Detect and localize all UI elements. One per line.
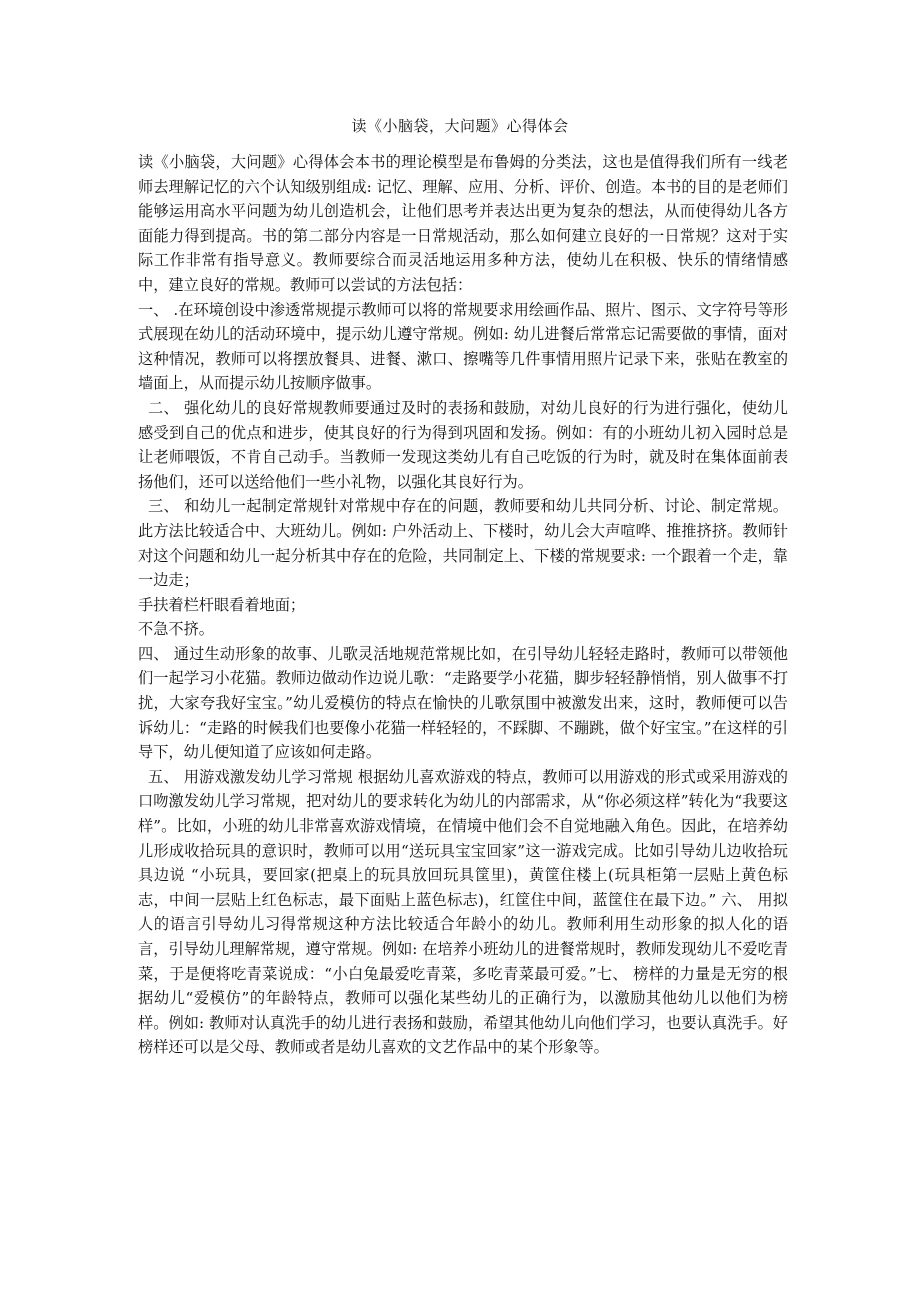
paragraph-rule-no-push: 不急不挤。 [138, 620, 214, 639]
document-title: 读《小脑袋，大问题》心得体会 [351, 117, 569, 135]
document-body [138, 150, 788, 1060]
paragraph-method-4: 四、 通过生动形象的故事、儿歌灵活地规范常规比如，在引导幼儿轻轻走路时，教师可以带领他们一起学习小花猫。教师边做动作边说儿歌：“走路要学小花猫，脚步轻轻静悄悄，别人做事不打扰，大家夸我好宝宝。”幼儿爱模仿的特点在愉快的儿歌氛围中被激发出来，这时，教师便可以告诉幼儿：“走路的时候我们也要像小花猫一样轻轻的，不踩脚、不蹦跳，做个好宝宝。”在这样的引导下，幼儿便知道了应该如何走路。 [138, 644, 788, 762]
paragraph-intro: 读《小脑袋，大问题》心得体会本书的理论模型是布鲁姆的分类法，这也是值得我们所有一线老师去理解记忆的六个认知级别组成: 记忆、理解、应用、分析、评价、创造。本书的目的是老师们能够运用高水平问题为幼儿创造机会，让他们思考并表达出更为复杂的想法，从而使得幼儿各方面能力得到提高。书的第二部分内容是一日常规活动，那么如何建立良好的一日常规？这对于实际工作非常有指导意义。教师要综合而灵活地运用多种方法，使幼儿在积极、快乐的情绪情感中，建立良好的常规。教师可以尝试的方法包括： [138, 153, 788, 294]
paragraph-method-1: 一、 .在环境创设中渗透常规提示教师可以将的常规要求用绘画作品、照片、图示、文字符号等形式展现在幼儿的活动环境中，提示幼儿遵守常规。例如: 幼儿进餐后常常忘记需要做的事情，面对这种情况，教师可以将摆放餐具、进餐、漱口、擦嘴等几件事情用照片记录下来，张贴在教室的墙面上，从而提示幼儿按顺序做事。 [138, 300, 788, 393]
paragraph-rule-handrail: 手扶着栏杆眼看着地面； [138, 595, 306, 614]
paragraph-method-5-6-7: 五、 用游戏激发幼儿学习常规 根据幼儿喜欢游戏的特点，教师可以用游戏的形式或采用游戏的口吻激发幼儿学习常规，把对幼儿的要求转化为幼儿的内部需求，从“你必须这样”转化为“我要这样”。比如，小班的幼儿非常喜欢游戏情境，在情境中他们会不自觉地融入角色。因此，在培养幼儿形成收拾玩具的意识时，教师可以用“送玩具宝宝回家”这一游戏完成。比如引导幼儿边收拾玩具边说 “小玩具，要回家(把桌上的玩具放回玩具筐里)，黄筐住楼上(玩具柜第一层贴上黄色标志，中间一层贴上红色标志，最下面贴上蓝色标志)，红筐住中间，蓝筐住在最下边。” 六、 用拟人的语言引导幼儿习得常规这种方法比较适合年龄小的幼儿。教师利用生动形象的拟人化的语言，引导幼儿理解常规，遵守常规。例如: 在培养小班幼儿的进餐常规时，教师发现幼儿不爱吃青菜，于是便将吃青菜说成：“小白兔最爱吃青菜，多吃青菜最可爱。”七、 榜样的力量是无穷的根据幼儿“爱模仿”的年龄特点，教师可以强化某些幼儿的正确行为，以激励其他幼儿以他们为榜样。例如: 教师对认真洗手的幼儿进行表扬和鼓励，希望其他幼儿向他们学习，也要认真洗手。好榜样还可以是父母、教师或者是幼儿喜欢的文艺作品中的某个形象等。 [138, 767, 788, 1057]
paragraph-method-3: 三、 和幼儿一起制定常规针对常规中存在的问题，教师要和幼儿共同分析、讨论、制定常规。此方法比较适合中、大班幼儿。例如: 户外活动上、下楼时，幼儿会大声喧哗、推推挤挤。教师针对这个问题和幼儿一起分析其中存在的危险，共同制定上、下楼的常规要求: 一个跟着一个走，靠一边走； [138, 497, 788, 590]
paragraph-method-2: 二、 强化幼儿的良好常规教师要通过及时的表扬和鼓励，对幼儿良好的行为进行强化，使幼儿感受到自己的优点和进步，使其良好的行为得到巩固和发扬。例如：有的小班幼儿初入园时总是让老师喂饭，不肯自己动手。当教师一发现这类幼儿有自己吃饭的行为时，就及时在集体面前表扬他们，还可以送给他们一些小礼物，以强化其良好行为。 [138, 398, 788, 491]
